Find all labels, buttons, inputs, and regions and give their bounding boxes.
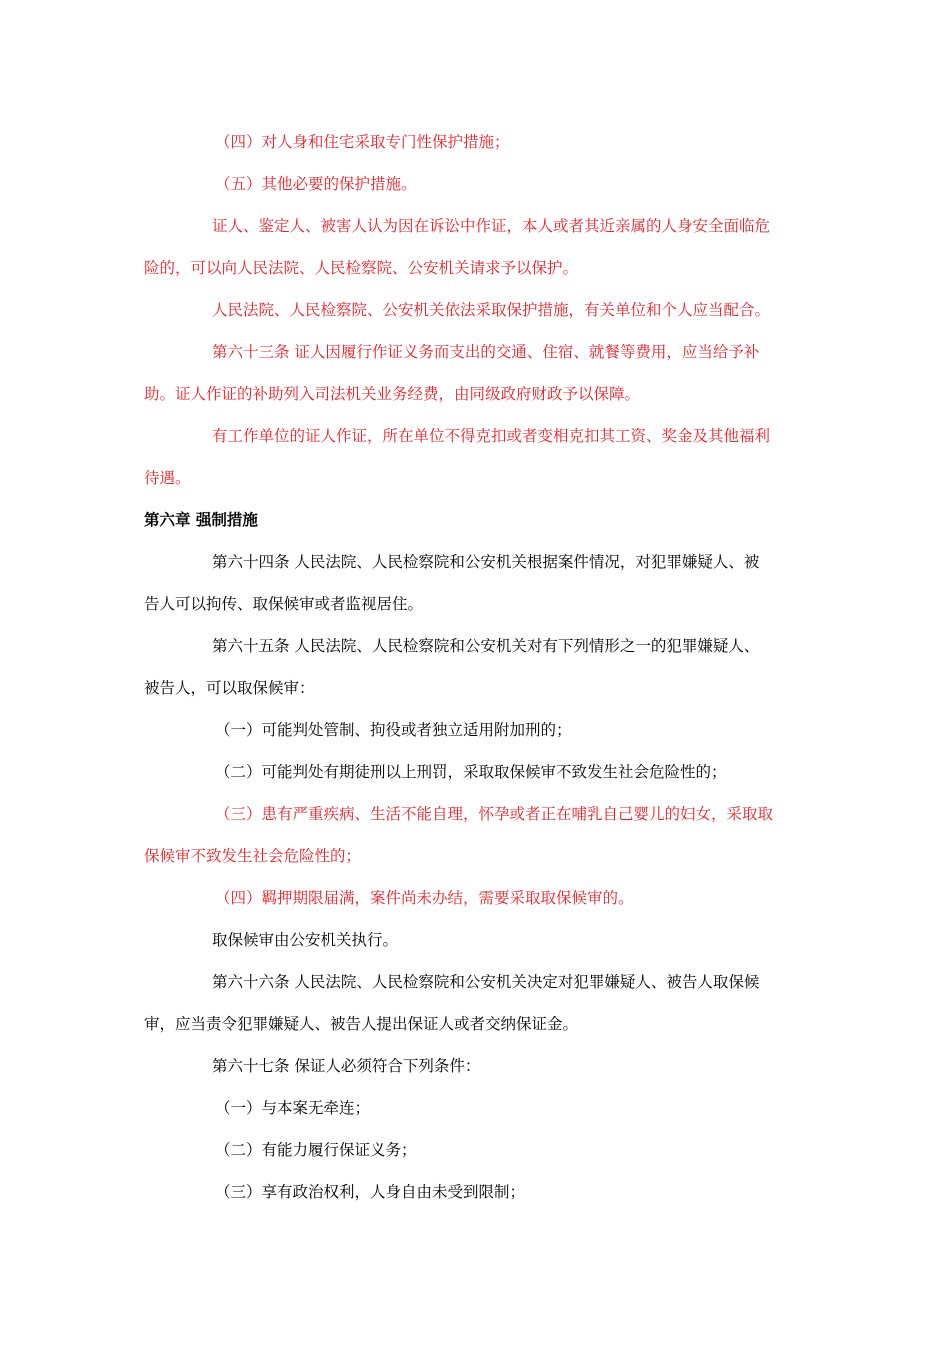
article-65-line1: 第六十五条 人民法院、人民检察院和公安机关对有下列情形之一的犯罪嫌疑人、 <box>212 637 760 655</box>
paragraph-witness-safety-line2: 险的，可以向人民法院、人民检察院、公安机关请求予以保护。 <box>144 259 579 277</box>
article-65-item-1: （一）可能判处管制、拘役或者独立适用附加刑的； <box>215 721 572 739</box>
article-64-line1: 第六十四条 人民法院、人民检察院和公安机关根据案件情况，对犯罪嫌疑人、被 <box>212 553 760 571</box>
article-67-item-2: （二）有能力履行保证义务； <box>215 1141 417 1159</box>
article-65-item-2: （二）可能判处有期徒刑以上刑罚，采取取保候审不致发生社会危险性的； <box>215 763 727 781</box>
article-63-line2: 助。证人作证的补助列入司法机关业务经费，由同级政府财政予以保障。 <box>144 385 641 403</box>
article-65-item-4: （四）羁押期限届满，案件尚未办结，需要采取取保候审的。 <box>215 889 634 907</box>
article-67-item-3: （三）享有政治权利，人身自由未受到限制； <box>215 1183 526 1201</box>
paragraph-item-4-protection: （四）对人身和住宅采取专门性保护措施； <box>215 133 510 151</box>
paragraph-employer-line1: 有工作单位的证人作证，所在单位不得克扣或者变相克扣其工资、奖金及其他福利 <box>212 427 771 445</box>
article-64-line2: 告人可以拘传、取保候审或者监视居住。 <box>144 595 424 613</box>
article-65-line2: 被告人，可以取保候审： <box>144 679 315 697</box>
paragraph-execution: 取保候审由公安机关执行。 <box>212 931 399 949</box>
paragraph-cooperation: 人民法院、人民检察院、公安机关依法采取保护措施，有关单位和个人应当配合。 <box>212 301 771 319</box>
article-66-line2: 审，应当责令犯罪嫌疑人、被告人提出保证人或者交纳保证金。 <box>144 1015 579 1033</box>
article-63-line1: 第六十三条 证人因履行作证义务而支出的交通、住宿、就餐等费用，应当给予补 <box>212 343 760 361</box>
article-65-item-3-line1: （三）患有严重疾病、生活不能自理，怀孕或者正在哺乳自己婴儿的妇女，采取取 <box>215 805 774 823</box>
paragraph-employer-line2: 待遇。 <box>144 469 191 487</box>
article-66-line1: 第六十六条 人民法院、人民检察院和公安机关决定对犯罪嫌疑人、被告人取保候 <box>212 973 760 991</box>
chapter-6-heading: 第六章 强制措施 <box>144 511 258 529</box>
paragraph-witness-safety-line1: 证人、鉴定人、被害人认为因在诉讼中作证，本人或者其近亲属的人身安全面临危 <box>212 217 771 235</box>
article-67-item-1: （一）与本案无牵连； <box>215 1099 371 1117</box>
paragraph-item-5-protection: （五）其他必要的保护措施。 <box>215 175 417 193</box>
article-65-item-3-line2: 保候审不致发生社会危险性的； <box>144 847 362 865</box>
article-67-line1: 第六十七条 保证人必须符合下列条件： <box>212 1057 481 1075</box>
